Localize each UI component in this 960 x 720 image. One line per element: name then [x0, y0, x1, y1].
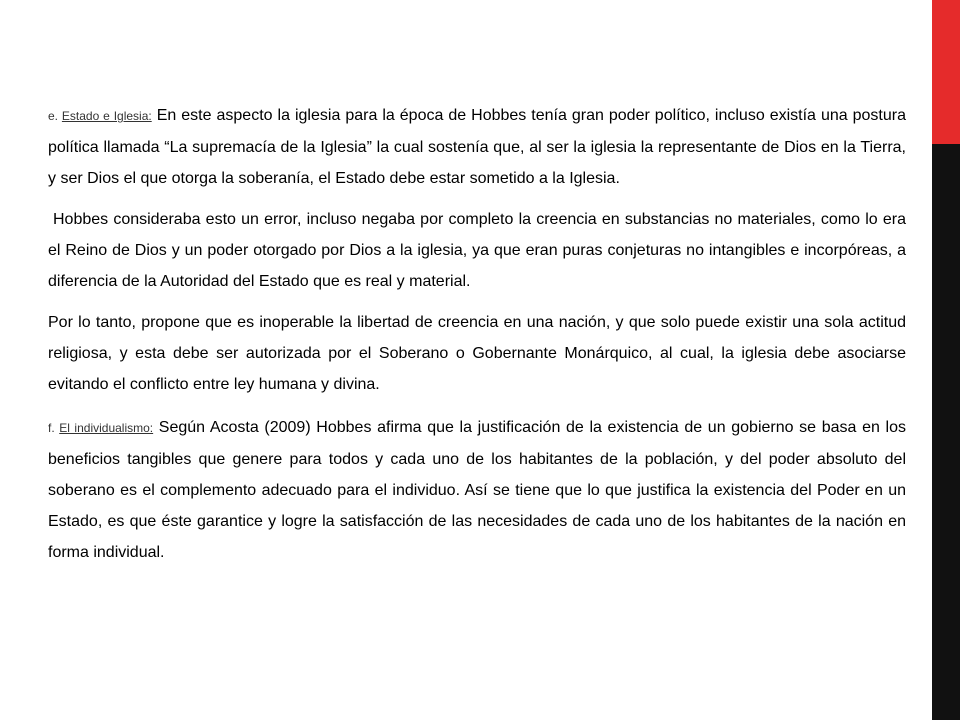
paragraph-libertad-creencia: [48, 307, 906, 400]
slide-body: [48, 100, 906, 578]
section-label-e: [48, 109, 152, 123]
paragraph-text-f: Según Acosta (2009) Hobbes afirma que la justificación de la existencia de un gobierno se basa en los beneficios tangibles que genere para todos y cada uno de los habitantes de la población, y del poder absoluto del soberano es el complemento adecuado para el individuo. Así se tiene que lo que justifica la existencia del Poder en un Estado, es que éste garantice y logre la satisfacción de las necesidades de cada uno de los habitantes de la nación en forma individual.: [48, 419, 906, 561]
section-letter-f: f.: [48, 421, 55, 435]
section-label-f: [48, 421, 153, 435]
section-letter-e: e.: [48, 109, 59, 123]
paragraph-hobbes-error: [48, 204, 906, 297]
paragraph-text-e: En este aspecto la iglesia para la época de Hobbes tenía gran poder político, incluso existía una postura política llamada “La supremacía de la Iglesia” la cual sostenía que, al ser la iglesia la representante de Dios en la Tierra, y ser Dios el que otorga la soberanía, el Estado debe estar sometido a la Iglesia.: [48, 107, 906, 187]
section-heading-individualismo: El individualismo:: [59, 421, 154, 435]
paragraph-estado-iglesia: [48, 100, 906, 194]
accent-bar-black: [932, 144, 960, 720]
accent-bar-red: [932, 0, 960, 144]
paragraph-individualismo: [48, 412, 906, 568]
section-heading-estado-iglesia: Estado e Iglesia:: [61, 109, 152, 123]
paragraph-text-3: Por lo tanto, propone que es inoperable la libertad de creencia en una nación, y que solo puede existir una sola actitud religiosa, y esta debe ser autorizada por el Soberano o Gobernante Monárquico, al cual, la iglesia debe asociarse evitando el conflicto entre ley humana y divina.: [48, 314, 906, 393]
paragraph-text-2: Hobbes consideraba esto un error, incluso negaba por completo la creencia en substancias no materiales, como lo era el Reino de Dios y un poder otorgado por Dios a la iglesia, ya que eran puras conjeturas no intangibles e incorpóreas, a diferencia de la Autoridad del Estado que es real y material.: [48, 211, 906, 290]
